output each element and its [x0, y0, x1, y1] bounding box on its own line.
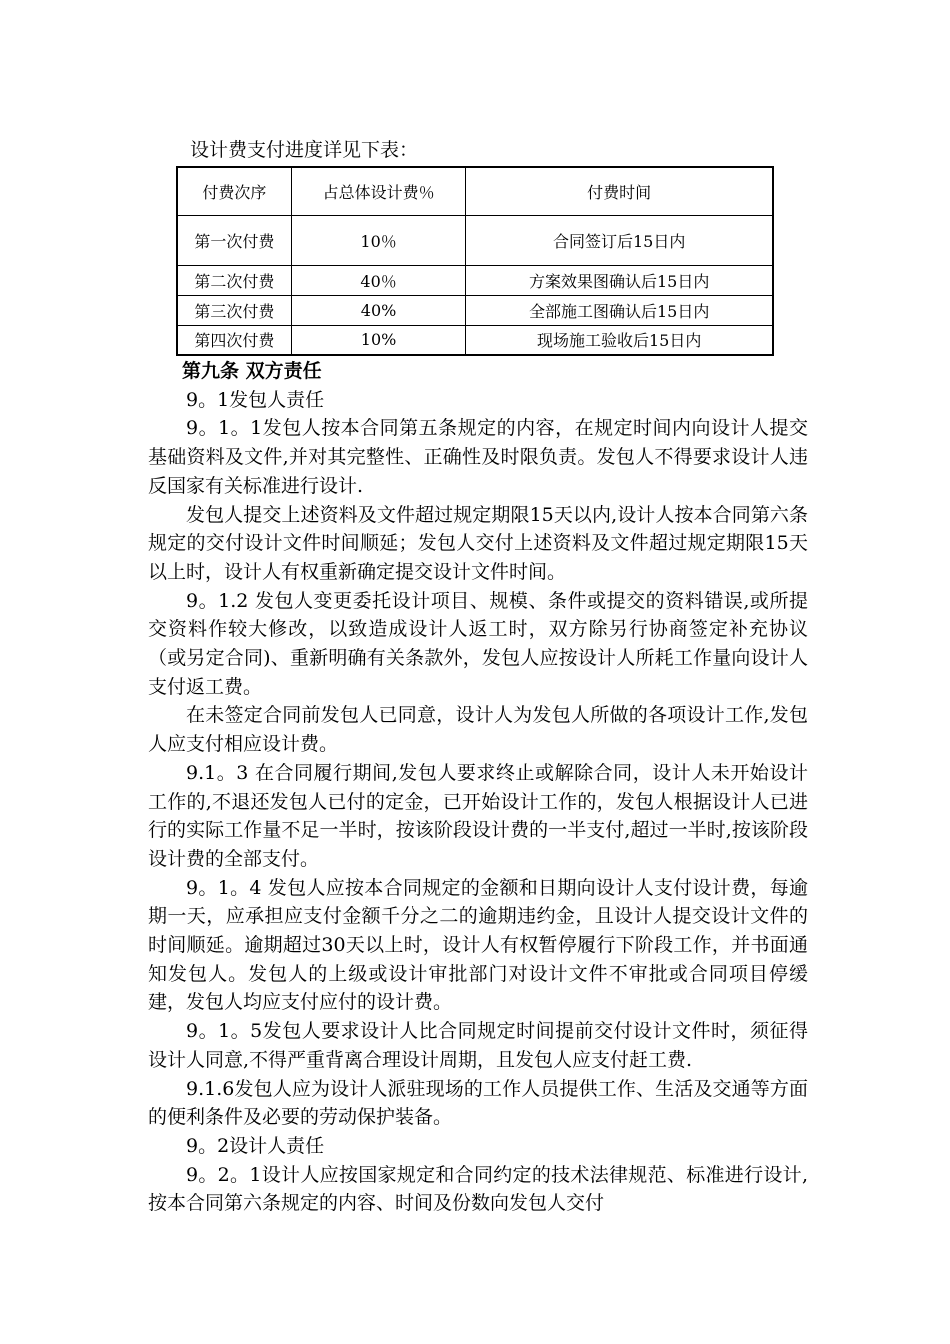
- paragraph: 9。1。4 发包人应按本合同规定的金额和日期向设计人支付设计费，每逾期一天，应承担应支付金额千分之二的逾期违约金，且设计人提交设计文件的时间顺延。逾期超过30天以上时，设计人有权暂停履行下阶段工作，并书面通知发包人。发包人的上级或设计审批部门对设计文件不审批或合同项目停缓建，发包人均应支付应付的设计费。: [148, 876, 808, 1014]
- table-row: [177, 295, 773, 325]
- article-body: [148, 357, 808, 1218]
- article-heading: 第九条 双方责任: [182, 360, 322, 382]
- header-payment-time: 付费时间: [466, 167, 773, 215]
- section-title: 9。2设计人责任: [186, 1134, 325, 1157]
- paragraph: 9.1.6发包人应为设计人派驻现场的工作人员提供工作、生活及交通等方面的便利条件及必要的劳动保护装备。: [148, 1077, 808, 1129]
- cell-payment-time: 方案效果图确认后15日内: [466, 265, 773, 295]
- paragraph: 在未签定合同前发包人已同意，设计人为发包人所做的各项设计工作,发包人应支付相应设计费。: [148, 704, 808, 756]
- paragraph: 9。2。1设计人应按国家规定和合同约定的技术法律规范、标准进行设计,按本合同第六条规定的内容、时间及份数向发包人交付: [148, 1163, 808, 1215]
- section-title: 9。1发包人责任: [186, 388, 325, 411]
- table-intro: 设计费支付进度详见下表：: [190, 139, 419, 161]
- cell-payment-order: 第一次付费: [177, 215, 291, 265]
- fee-schedule-table: [176, 166, 774, 356]
- paragraph: 发包人提交上述资料及文件超过规定期限15天以内,设计人按本合同第六条规定的交付设计文件时间顺延；发包人交付上述资料及文件超过规定期限15天以上时，设计人有权重新确定提交设计文件时间。: [148, 503, 808, 583]
- header-percentage: 占总体设计费％: [291, 167, 465, 215]
- paragraph: 9。1.2 发包人变更委托设计项目、规模、条件或提交的资料错误,或所提交资料作较大修改，以致造成设计人返工时，双方除另行协商签定补充协议（或另定合同)、重新明确有关条款外，发包人应按设计人所耗工作量向设计人支付返工费。: [148, 589, 808, 698]
- table-row: [177, 325, 773, 355]
- cell-percentage: 10%: [291, 325, 465, 355]
- cell-percentage: 10％: [291, 215, 465, 265]
- cell-payment-order: 第四次付费: [177, 325, 291, 355]
- cell-payment-time: 合同签订后15日内: [466, 215, 773, 265]
- table-row: [177, 265, 773, 295]
- cell-percentage: 40%: [291, 295, 465, 325]
- cell-payment-order: 第二次付费: [177, 265, 291, 295]
- cell-payment-time: 现场施工验收后15日内: [466, 325, 773, 355]
- header-payment-order: 付费次序: [177, 167, 291, 215]
- cell-payment-order: 第三次付费: [177, 295, 291, 325]
- table-header-row: [177, 167, 773, 215]
- cell-percentage: 40％: [291, 265, 465, 295]
- table-row: [177, 215, 773, 265]
- paragraph: 9。1。5发包人要求设计人比合同规定时间提前交付设计文件时，须征得设计人同意,不得严重背离合理设计周期，且发包人应支付赶工费.: [148, 1020, 808, 1071]
- paragraph: 9。1。1发包人按本合同第五条规定的内容，在规定时间内向设计人提交基础资料及文件,并对其完整性、正确性及时限负责。发包人不得要求设计人违反国家有关标准进行设计.: [148, 417, 808, 497]
- cell-payment-time: 全部施工图确认后15日内: [466, 295, 773, 325]
- paragraph: 9.1。3 在合同履行期间,发包人要求终止或解除合同，设计人未开始设计工作的,不退还发包人已付的定金，已开始设计工作的，发包人根据设计人已进行的实际工作量不足一半时，按该阶段设计费的一半支付,超过一半时,按该阶段设计费的全部支付。: [148, 761, 808, 870]
